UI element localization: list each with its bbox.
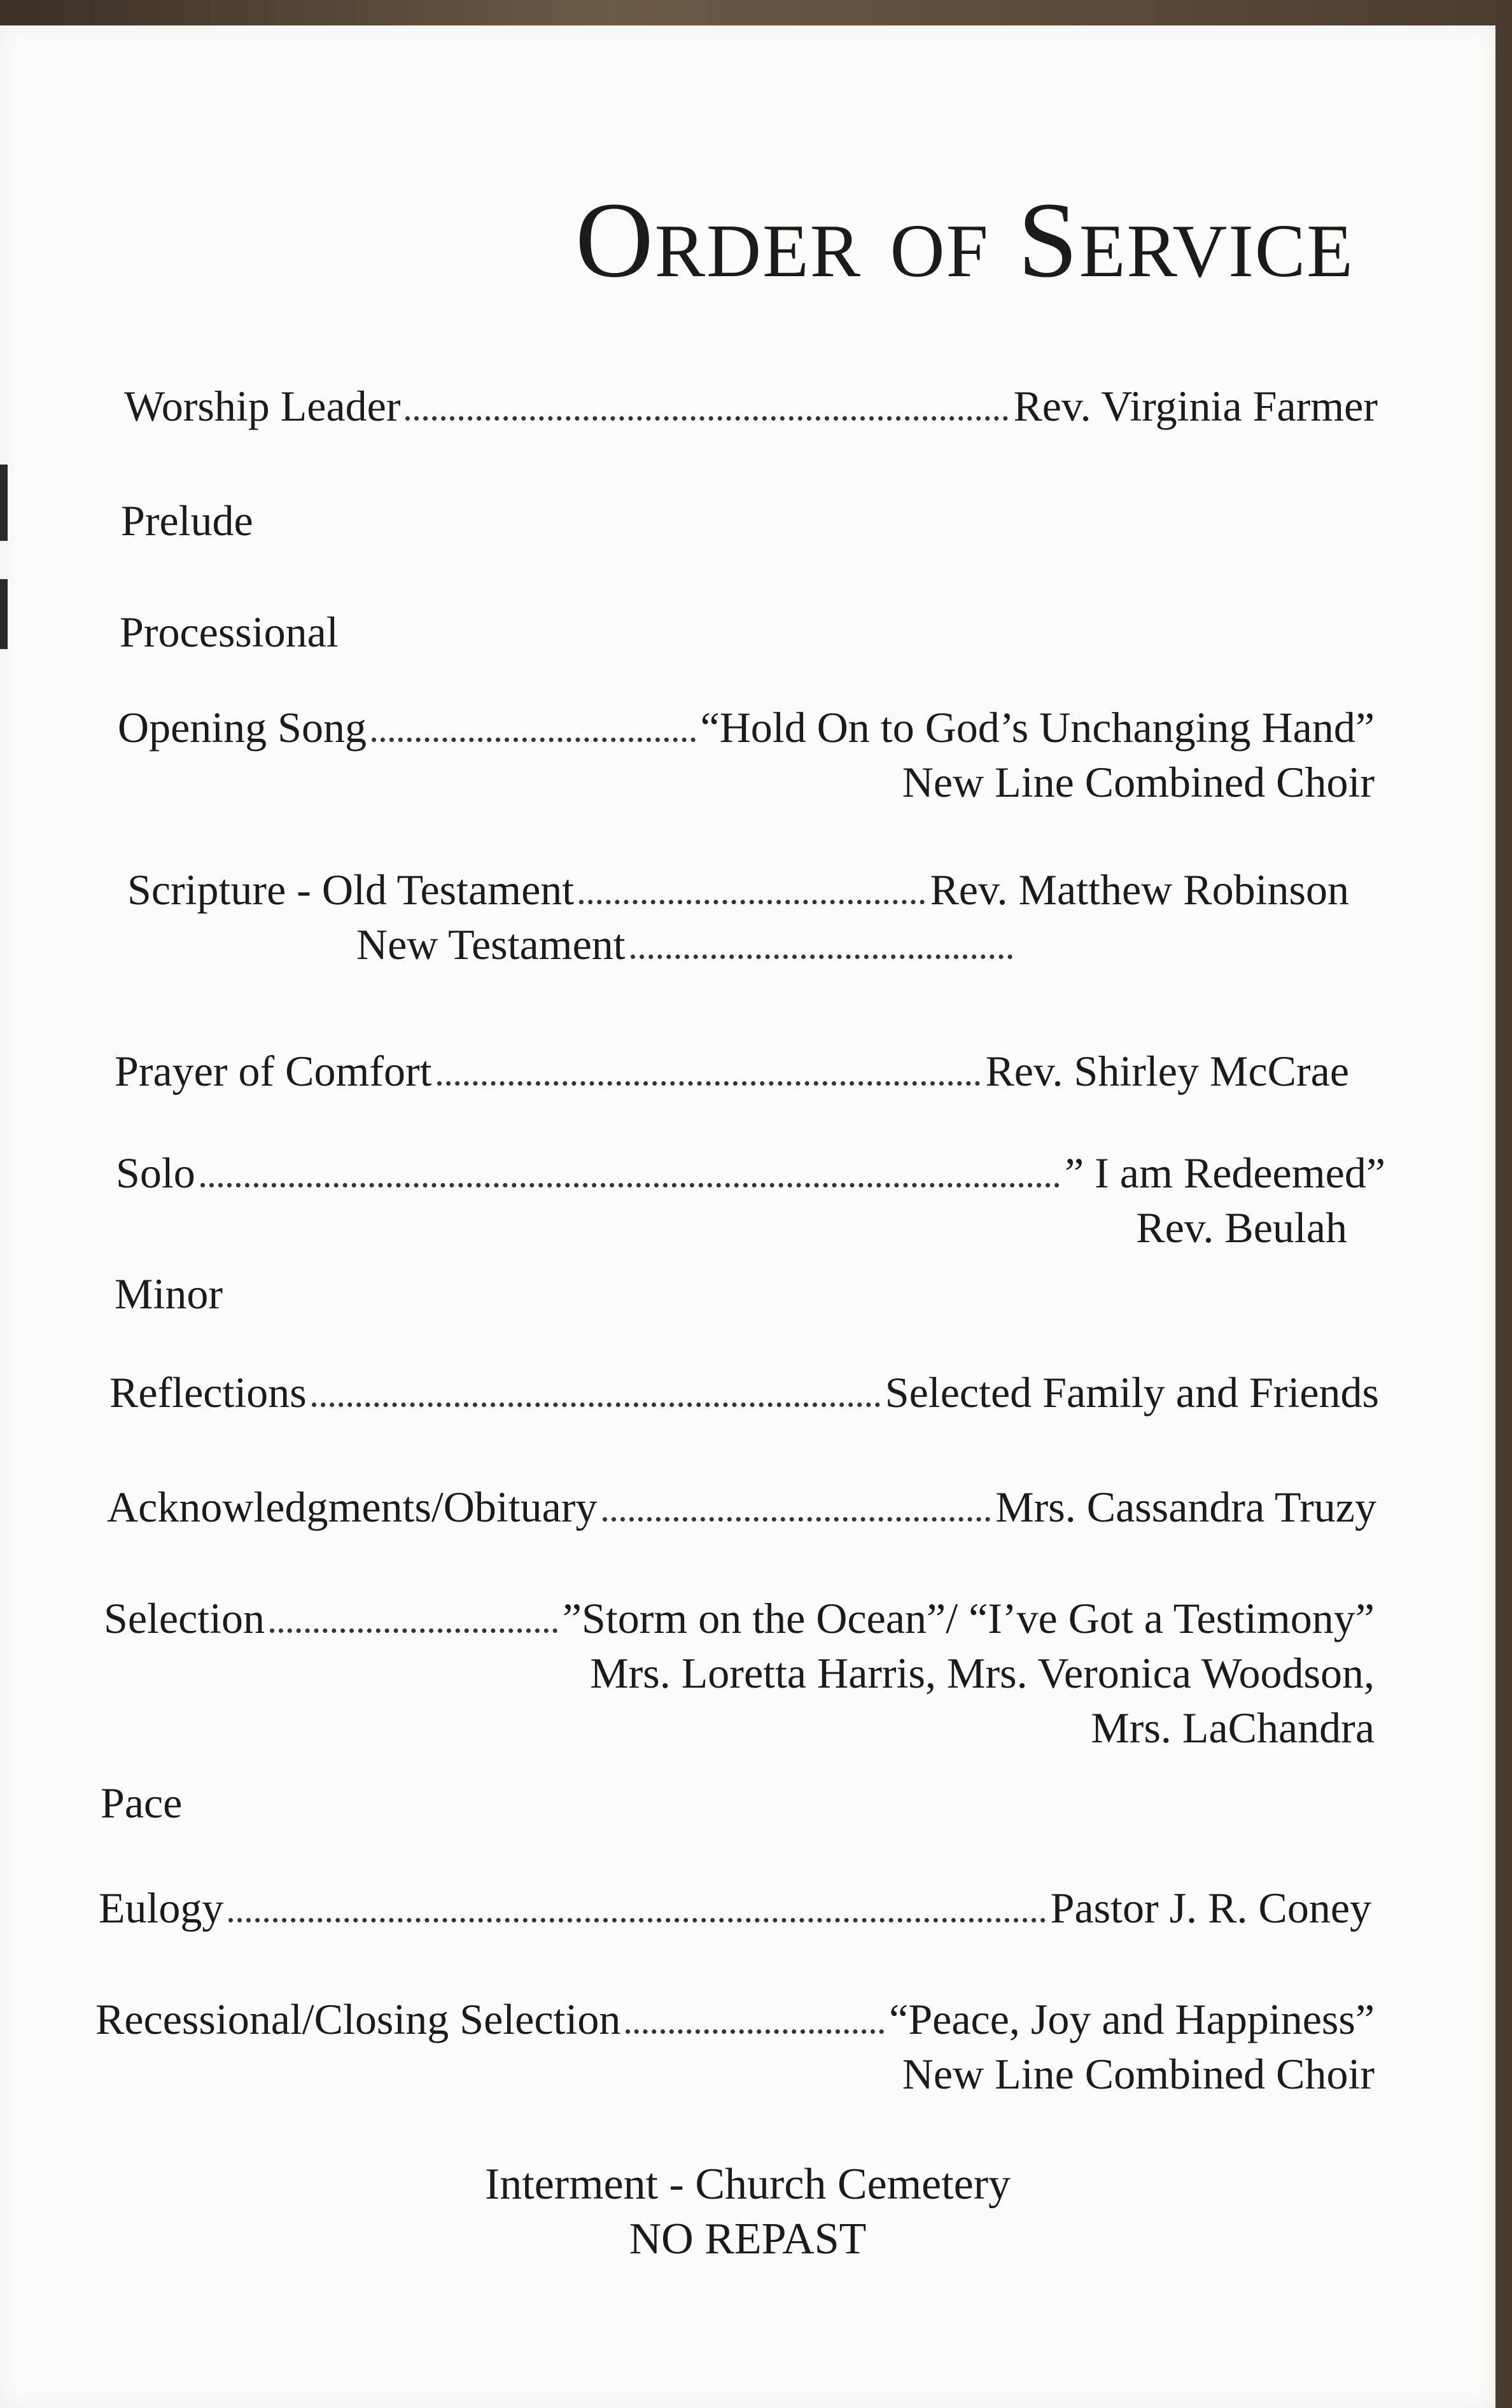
item-label: Recessional/Closing Selection bbox=[95, 1995, 621, 2043]
item-label: Solo bbox=[116, 1149, 195, 1197]
item-performer: Mrs. LaChandra bbox=[1091, 1704, 1375, 1752]
dot-leader bbox=[312, 1403, 880, 1407]
item-value: “Hold On to God’s Unchanging Hand” bbox=[700, 703, 1375, 752]
dot-leader bbox=[200, 1183, 1060, 1187]
item-value: Rev. Matthew Robinson bbox=[930, 865, 1349, 914]
item-label: Pace bbox=[101, 1779, 183, 1827]
service-item-solo bbox=[116, 1145, 1385, 1255]
service-item-recessional bbox=[95, 1992, 1375, 2101]
item-value: Mrs. Cassandra Truzy bbox=[995, 1483, 1376, 1531]
service-item-scripture bbox=[127, 862, 1349, 972]
item-label: Selection bbox=[104, 1594, 265, 1642]
item-value: Selected Family and Friends bbox=[885, 1368, 1379, 1417]
item-label: Prelude bbox=[121, 496, 253, 545]
service-item-minor bbox=[115, 1266, 1387, 1321]
item-value: Pastor J. R. Coney bbox=[1050, 1884, 1371, 1932]
item-label: Reflections bbox=[109, 1368, 307, 1417]
interment-line: Interment - Church Cemetery bbox=[484, 2160, 1011, 2209]
page-title: Order of Service bbox=[575, 180, 1354, 300]
service-item-worship-leader bbox=[124, 379, 1378, 433]
item-label: Scripture - Old Testament bbox=[127, 865, 575, 914]
item-label: Acknowledgments/Obituary bbox=[107, 1483, 598, 1531]
dot-leader bbox=[270, 1628, 557, 1633]
service-item-acknowledgments bbox=[107, 1480, 1376, 1534]
item-label: Processional bbox=[120, 608, 339, 656]
item-value: ” I am Redeemed” bbox=[1064, 1149, 1385, 1197]
dot-leader bbox=[603, 1517, 991, 1522]
item-performer: Rev. Beulah bbox=[1136, 1203, 1347, 1252]
item-value: Rev. Virginia Farmer bbox=[1013, 382, 1378, 430]
item-value: ”Storm on the Ocean”/ “I’ve Got a Testimony” bbox=[562, 1594, 1375, 1642]
service-item-opening-song bbox=[118, 700, 1375, 809]
item-performer: Mrs. Loretta Harris, Mrs. Veronica Woodson, bbox=[590, 1649, 1375, 1697]
interment-note bbox=[0, 2157, 1495, 2267]
service-item-reflections bbox=[109, 1365, 1379, 1420]
dot-leader bbox=[626, 2029, 884, 2034]
service-item-processional bbox=[120, 605, 1392, 659]
item-performer: New Line Combined Choir bbox=[902, 2050, 1375, 2098]
dot-leader bbox=[405, 416, 1008, 421]
dot-leader bbox=[631, 955, 1012, 959]
binding-mark bbox=[0, 579, 8, 649]
item-value: Rev. Shirley McCrae bbox=[985, 1047, 1349, 1095]
item-label: Eulogy bbox=[99, 1884, 224, 1932]
service-item-pace bbox=[101, 1775, 1373, 1830]
item-label: Opening Song bbox=[118, 703, 367, 752]
service-item-selection bbox=[104, 1591, 1375, 1755]
repast-line: NO REPAST bbox=[629, 2215, 867, 2264]
service-item-prayer-of-comfort bbox=[115, 1044, 1349, 1098]
item-label: Minor bbox=[115, 1270, 223, 1318]
dot-leader bbox=[228, 1918, 1045, 1922]
item-label: Worship Leader bbox=[124, 382, 401, 430]
binding-mark bbox=[0, 465, 8, 541]
dot-leader bbox=[579, 900, 925, 904]
dot-leader bbox=[372, 738, 696, 742]
item-sub-label: New Testament bbox=[356, 920, 626, 969]
service-item-prelude bbox=[121, 493, 1394, 548]
item-performer: New Line Combined Choir bbox=[902, 758, 1375, 806]
service-item-eulogy bbox=[99, 1880, 1371, 1935]
item-label: Prayer of Comfort bbox=[115, 1047, 432, 1095]
item-value: “Peace, Joy and Happiness” bbox=[889, 1995, 1375, 2043]
dot-leader bbox=[437, 1081, 981, 1086]
program-page bbox=[0, 25, 1495, 2408]
